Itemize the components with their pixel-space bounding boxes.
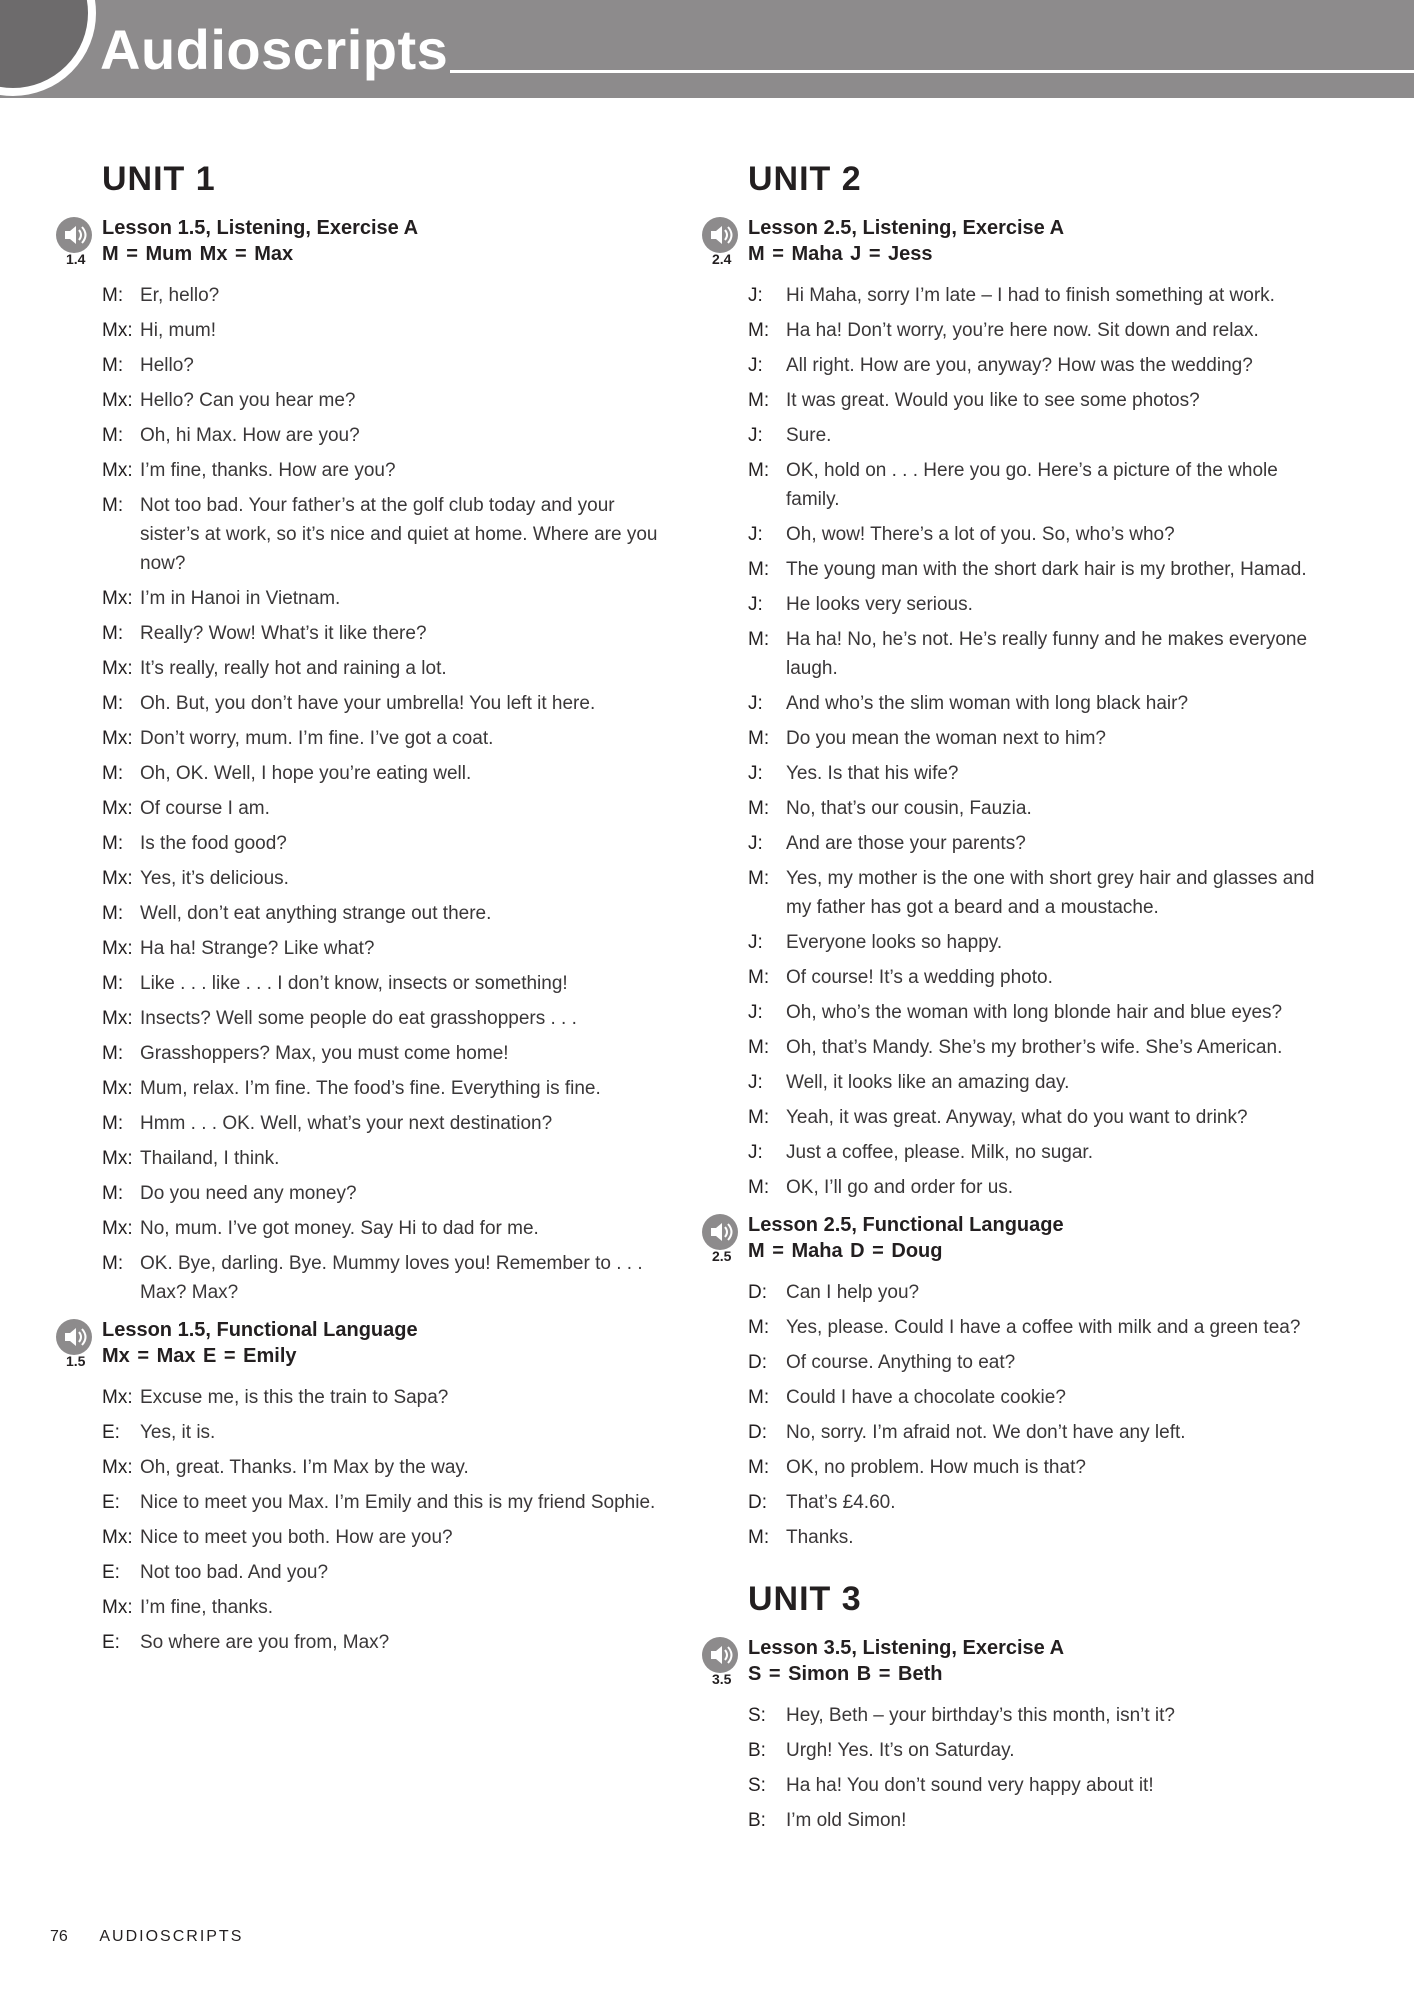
dialogue-line — [56, 864, 660, 893]
speaker-label: D: — [748, 1282, 767, 1303]
dialogue-line — [702, 421, 1316, 450]
dialogue-line — [56, 1249, 660, 1307]
dialogue-line — [702, 1278, 1316, 1307]
line-text: Like . . . like . . . I don’t know, insects or something! — [140, 973, 568, 994]
speaker-label: Mx: — [102, 320, 133, 341]
track-number: 1.4 — [66, 251, 86, 267]
speaker-label: M: — [748, 1037, 770, 1058]
dialogue-line — [56, 1179, 660, 1208]
speaker-label: M: — [748, 559, 770, 580]
speaker-label: M: — [748, 1457, 770, 1478]
line-text: Of course! It’s a wedding photo. — [786, 967, 1053, 988]
dialogue-line — [702, 1771, 1316, 1800]
line-text: The young man with the short dark hair is my brother, Hamad. — [786, 559, 1307, 580]
line-text: All right. How are you, anyway? How was the wedding? — [786, 355, 1253, 376]
line-text: Ha ha! Don’t worry, you’re here now. Sit down and relax. — [786, 320, 1259, 341]
dialogue-line — [56, 1628, 660, 1657]
dialogue-line — [702, 281, 1316, 310]
lesson-title: Lesson 1.5, Functional Language — [102, 1319, 418, 1341]
speaker-label: J: — [748, 763, 763, 784]
dialogue-line — [56, 421, 660, 450]
speaker-icon[interactable] — [56, 217, 92, 253]
speaker-label: Mx: — [102, 728, 133, 749]
dialogue-line — [56, 724, 660, 753]
line-text: I’m fine, thanks. — [140, 1597, 274, 1618]
speaker-label: B: — [748, 1810, 766, 1831]
dialogue-line — [56, 1109, 660, 1138]
line-text: No, that’s our cousin, Fauzia. — [786, 798, 1032, 819]
line-text: Don’t worry, mum. I’m fine. I’ve got a coat. — [140, 728, 494, 749]
line-text: Yes, my mother is the one with short grey hair and glasses and my father has got a beard and a moustache. — [786, 868, 1315, 918]
dialogue-lines — [702, 1701, 1302, 1835]
speaker-icon[interactable] — [702, 217, 738, 253]
line-text: Nice to meet you Max. I’m Emily and this is my friend Sophie. — [140, 1492, 656, 1513]
line-text: No, mum. I’ve got money. Say Hi to dad for me. — [140, 1218, 539, 1239]
dialogue-line — [56, 654, 660, 683]
dialogue-line — [702, 689, 1316, 718]
line-text: Oh, wow! There’s a lot of you. So, who’s who? — [786, 524, 1175, 545]
speaker-label: Mx: — [102, 460, 133, 481]
section-head — [56, 1317, 656, 1371]
section-list — [702, 1635, 1302, 1835]
dialogue-lines — [702, 281, 1315, 1202]
unit-title: UNIT 2 — [748, 160, 862, 198]
section-head — [702, 215, 1302, 269]
section-list — [702, 215, 1315, 1552]
page-title: Audioscripts — [100, 18, 449, 81]
dialogue-line — [702, 1313, 1316, 1342]
line-text: Yeah, it was great. Anyway, what do you want to drink? — [786, 1107, 1248, 1128]
line-text: Just a coffee, please. Milk, no sugar. — [786, 1142, 1093, 1163]
line-text: Really? Wow! What’s it like there? — [140, 623, 427, 644]
dialogue-line — [702, 998, 1316, 1027]
dialogue-line — [56, 689, 660, 718]
line-text: Yes, it is. — [140, 1422, 216, 1443]
lesson-title: Lesson 3.5, Listening, Exercise A — [748, 1637, 1065, 1659]
dialogue-lines — [702, 1278, 1302, 1552]
speaker-label: D: — [748, 1492, 767, 1513]
dialogue-line — [702, 520, 1316, 549]
dialogue-line — [702, 1488, 1316, 1517]
dialogue-line — [56, 619, 660, 648]
track-number: 2.5 — [712, 1248, 732, 1264]
speaker-label: M: — [102, 833, 124, 854]
dialogue-line — [702, 1736, 1316, 1765]
speaker-label: M: — [748, 1527, 770, 1548]
speaker-label: M: — [748, 460, 770, 481]
line-text: Could I have a chocolate cookie? — [786, 1387, 1066, 1408]
speaker-label: M: — [102, 1183, 124, 1204]
line-text: Yes, please. Could I have a coffee with milk and a green tea? — [786, 1317, 1301, 1338]
speaker-label: M: — [102, 973, 124, 994]
line-text: Well, don’t eat anything strange out there. — [140, 903, 492, 924]
dialogue-line — [56, 281, 660, 310]
line-text: Is the food good? — [140, 833, 287, 854]
page-number: 76 — [50, 1928, 68, 1945]
speaker-label: Mx: — [102, 1387, 133, 1408]
line-text: OK, I’ll go and order for us. — [786, 1177, 1014, 1198]
dialogue-line — [702, 555, 1316, 584]
speaker-label: S: — [748, 1775, 766, 1796]
line-text: Hi Maha, sorry I’m late – I had to finish something at work. — [786, 285, 1275, 306]
dialogue-line — [702, 1068, 1316, 1097]
speaker-label: M: — [102, 1043, 124, 1064]
line-text: OK. Bye, darling. Bye. Mummy loves you! Remember to . . . Max? Max? — [140, 1253, 643, 1303]
line-text: Ha ha! Strange? Like what? — [140, 938, 375, 959]
speaker-label: M: — [102, 903, 124, 924]
line-text: Not too bad. And you? — [140, 1562, 329, 1583]
dialogue-line — [56, 934, 660, 963]
dialogue-line — [702, 1348, 1316, 1377]
dialogue-line — [702, 1418, 1316, 1447]
speaker-label: Mx: — [102, 588, 133, 609]
speaker-label: Mx: — [102, 1148, 133, 1169]
dialogue-line — [702, 351, 1316, 380]
speaker-label: J: — [748, 932, 763, 953]
dialogue-line — [702, 864, 1316, 922]
line-text: Thanks. — [786, 1527, 854, 1548]
line-text: Hello? — [140, 355, 194, 376]
speaker-label: Mx: — [102, 1218, 133, 1239]
speaker-label: M: — [748, 1177, 770, 1198]
dialogue-line — [56, 351, 660, 380]
line-text: OK, no problem. How much is that? — [786, 1457, 1086, 1478]
line-text: And who’s the slim woman with long black hair? — [786, 693, 1189, 714]
speaker-icon[interactable] — [702, 1214, 738, 1250]
lesson-title: Lesson 2.5, Listening, Exercise A — [748, 217, 1065, 239]
speaker-label: M: — [748, 967, 770, 988]
audio-section — [702, 1212, 1302, 1552]
track-number: 2.4 — [712, 251, 732, 267]
line-text: So where are you from, Max? — [140, 1632, 390, 1653]
dialogue-line — [56, 829, 660, 858]
right-column — [702, 160, 1315, 1845]
dialogue-line — [56, 1418, 660, 1447]
line-text: Oh, great. Thanks. I’m Max by the way. — [140, 1457, 469, 1478]
speaker-label: J: — [748, 1072, 763, 1093]
speaker-label: J: — [748, 285, 763, 306]
speaker-label: M: — [102, 495, 124, 516]
dialogue-line — [702, 928, 1316, 957]
lesson-title: Lesson 1.5, Listening, Exercise A — [102, 217, 419, 239]
dialogue-lines — [56, 1383, 656, 1657]
dialogue-line — [702, 625, 1316, 683]
line-text: I’m fine, thanks. How are you? — [140, 460, 396, 481]
track-number: 3.5 — [712, 1671, 732, 1687]
line-text: Yes. Is that his wife? — [786, 763, 959, 784]
dialogue-line — [702, 386, 1316, 415]
dialogue-line — [702, 724, 1316, 753]
line-text: Er, hello? — [140, 285, 220, 306]
line-text: He looks very serious. — [786, 594, 973, 615]
speaker-icon[interactable] — [702, 1637, 738, 1673]
dialogue-line — [702, 794, 1316, 823]
header-rule — [450, 70, 1414, 73]
speaker-icon[interactable] — [56, 1319, 92, 1355]
line-text: Hi, mum! — [140, 320, 216, 341]
section-head — [702, 1212, 1302, 1266]
section-head — [702, 1635, 1302, 1689]
dialogue-line — [56, 759, 660, 788]
speaker-label: M: — [102, 425, 124, 446]
speaker-label: Mx: — [102, 1457, 133, 1478]
dialogue-line — [56, 584, 660, 613]
dialogue-line — [702, 1138, 1316, 1167]
speaker-label: Mx: — [102, 658, 133, 679]
line-text: Thailand, I think. — [140, 1148, 280, 1169]
audio-section — [56, 1317, 656, 1657]
line-text: Can I help you? — [786, 1282, 920, 1303]
dialogue-line — [56, 1523, 660, 1552]
line-text: Oh, hi Max. How are you? — [140, 425, 360, 446]
line-text: Of course I am. — [140, 798, 270, 819]
speaker-label: M: — [102, 285, 124, 306]
line-text: OK, hold on . . . Here you go. Here’s a picture of the whole family. — [786, 460, 1278, 510]
speaker-label: M: — [748, 1387, 770, 1408]
speaker-label: E: — [102, 1422, 120, 1443]
dialogue-line — [702, 1103, 1316, 1132]
speaker-label: J: — [748, 833, 763, 854]
dialogue-line — [702, 759, 1316, 788]
dialogue-line — [56, 1383, 660, 1412]
unit-title: UNIT 1 — [102, 160, 216, 198]
speaker-label: E: — [102, 1632, 120, 1653]
speaker-label: M: — [748, 1107, 770, 1128]
speaker-label: D: — [748, 1422, 767, 1443]
audio-section — [702, 1635, 1302, 1835]
line-text: Hello? Can you hear me? — [140, 390, 356, 411]
speaker-label: J: — [748, 693, 763, 714]
line-text: It’s really, really hot and raining a lot. — [140, 658, 447, 679]
speaker-label: B: — [748, 1740, 766, 1761]
dialogue-line — [702, 1383, 1316, 1412]
line-text: Grasshoppers? Max, you must come home! — [140, 1043, 509, 1064]
section-head — [56, 215, 656, 269]
line-text: Ha ha! No, he’s not. He’s really funny and he makes everyone laugh. — [786, 629, 1308, 679]
speaker-label: J: — [748, 425, 763, 446]
dialogue-line — [56, 1004, 660, 1033]
speaker-label: M: — [102, 763, 124, 784]
speaker-label: Mx: — [102, 1597, 133, 1618]
lesson-title: Lesson 2.5, Functional Language — [748, 1214, 1064, 1236]
speaker-label: M: — [748, 629, 770, 650]
speaker-label: M: — [102, 623, 124, 644]
line-text: It was great. Would you like to see some photos? — [786, 390, 1200, 411]
line-text: I’m old Simon! — [786, 1810, 907, 1831]
dialogue-line — [702, 456, 1316, 514]
speaker-label: J: — [748, 1142, 763, 1163]
dialogue-line — [702, 1523, 1316, 1552]
dialogue-line — [702, 1033, 1316, 1062]
speaker-key: M = Mum Mx = Max — [102, 243, 294, 265]
line-text: I’m in Hanoi in Vietnam. — [140, 588, 341, 609]
line-text: Excuse me, is this the train to Sapa? — [140, 1387, 449, 1408]
speaker-label: E: — [102, 1562, 120, 1583]
line-text: Mum, relax. I’m fine. The food’s fine. Everything is fine. — [140, 1078, 601, 1099]
speaker-label: Mx: — [102, 1008, 133, 1029]
audio-section — [702, 215, 1315, 1202]
dialogue-line — [56, 316, 660, 345]
dialogue-line — [702, 1806, 1316, 1835]
line-text: Of course. Anything to eat? — [786, 1352, 1016, 1373]
dialogue-line — [702, 963, 1316, 992]
dialogue-line — [56, 1488, 660, 1517]
line-text: Yes, it’s delicious. — [140, 868, 289, 889]
track-number: 1.5 — [66, 1353, 86, 1369]
dialogue-line — [56, 1074, 660, 1103]
dialogue-line — [56, 1039, 660, 1068]
unit-title: UNIT 3 — [748, 1580, 862, 1618]
dialogue-line — [702, 1453, 1316, 1482]
line-text: And are those your parents? — [786, 833, 1026, 854]
dialogue-line — [702, 829, 1316, 858]
speaker-label: M: — [102, 693, 124, 714]
speaker-label: E: — [102, 1492, 120, 1513]
dialogue-lines — [56, 281, 656, 1307]
dialogue-line — [702, 1173, 1316, 1202]
dialogue-line — [56, 386, 660, 415]
dialogue-line — [56, 899, 660, 928]
speaker-label: M: — [102, 1113, 124, 1134]
line-text: Hmm . . . OK. Well, what’s your next destination? — [140, 1113, 553, 1134]
speaker-label: M: — [748, 728, 770, 749]
speaker-label: Mx: — [102, 938, 133, 959]
line-text: Not too bad. Your father’s at the golf club today and your sister’s at work, so it’s nice and quiet at home. Where are you now? — [140, 495, 658, 574]
line-text: Ha ha! You don’t sound very happy about it! — [786, 1775, 1154, 1796]
line-text: Oh. But, you don’t have your umbrella! You left it here. — [140, 693, 596, 714]
speaker-label: M: — [748, 390, 770, 411]
audio-section — [56, 215, 656, 1307]
dialogue-line — [702, 316, 1316, 345]
speaker-label: Mx: — [102, 798, 133, 819]
line-text: Everyone looks so happy. — [786, 932, 1003, 953]
speaker-key: Mx = Max E = Emily — [102, 1345, 297, 1367]
speaker-label: M: — [748, 320, 770, 341]
speaker-label: J: — [748, 594, 763, 615]
line-text: Do you mean the woman next to him? — [786, 728, 1107, 749]
dialogue-line — [702, 590, 1316, 619]
dialogue-line — [56, 1214, 660, 1243]
page-footer — [50, 1928, 243, 1946]
line-text: Oh, OK. Well, I hope you’re eating well. — [140, 763, 472, 784]
left-column — [56, 160, 656, 1667]
dialogue-line — [56, 1453, 660, 1482]
speaker-label: M: — [748, 868, 770, 889]
speaker-label: Mx: — [102, 1078, 133, 1099]
line-text: Urgh! Yes. It’s on Saturday. — [786, 1740, 1015, 1761]
speaker-label: Mx: — [102, 390, 133, 411]
line-text: Nice to meet you both. How are you? — [140, 1527, 453, 1548]
line-text: Well, it looks like an amazing day. — [786, 1072, 1070, 1093]
dialogue-line — [56, 794, 660, 823]
speaker-label: Mx: — [102, 1527, 133, 1548]
speaker-label: J: — [748, 524, 763, 545]
line-text: Insects? Well some people do eat grasshoppers . . . — [140, 1008, 577, 1029]
dialogue-line — [56, 491, 660, 578]
speaker-label: M: — [102, 355, 124, 376]
speaker-label: M: — [748, 1317, 770, 1338]
speaker-label: S: — [748, 1705, 766, 1726]
line-text: Oh, that’s Mandy. She’s my brother’s wife. She’s American. — [786, 1037, 1283, 1058]
dialogue-line — [56, 1144, 660, 1173]
speaker-label: M: — [102, 1253, 124, 1274]
speaker-label: D: — [748, 1352, 767, 1373]
dialogue-line — [56, 456, 660, 485]
line-text: Oh, who’s the woman with long blonde hair and blue eyes? — [786, 1002, 1283, 1023]
line-text: No, sorry. I’m afraid not. We don’t have any left. — [786, 1422, 1186, 1443]
line-text: Do you need any money? — [140, 1183, 357, 1204]
speaker-label: Mx: — [102, 868, 133, 889]
line-text: Hey, Beth – your birthday’s this month, isn’t it? — [786, 1705, 1175, 1726]
dialogue-line — [56, 1558, 660, 1587]
speaker-key: M = Maha D = Doug — [748, 1240, 943, 1262]
dialogue-line — [56, 1593, 660, 1622]
footer-label: AUDIOSCRIPTS — [99, 1928, 244, 1945]
dialogue-line — [56, 969, 660, 998]
section-list — [56, 215, 656, 1657]
speaker-label: J: — [748, 355, 763, 376]
speaker-label: J: — [748, 1002, 763, 1023]
line-text: That’s £4.60. — [786, 1492, 896, 1513]
speaker-key: M = Maha J = Jess — [748, 243, 933, 265]
line-text: Sure. — [786, 425, 832, 446]
speaker-key: S = Simon B = Beth — [748, 1663, 943, 1685]
dialogue-line — [702, 1701, 1316, 1730]
speaker-label: M: — [748, 798, 770, 819]
